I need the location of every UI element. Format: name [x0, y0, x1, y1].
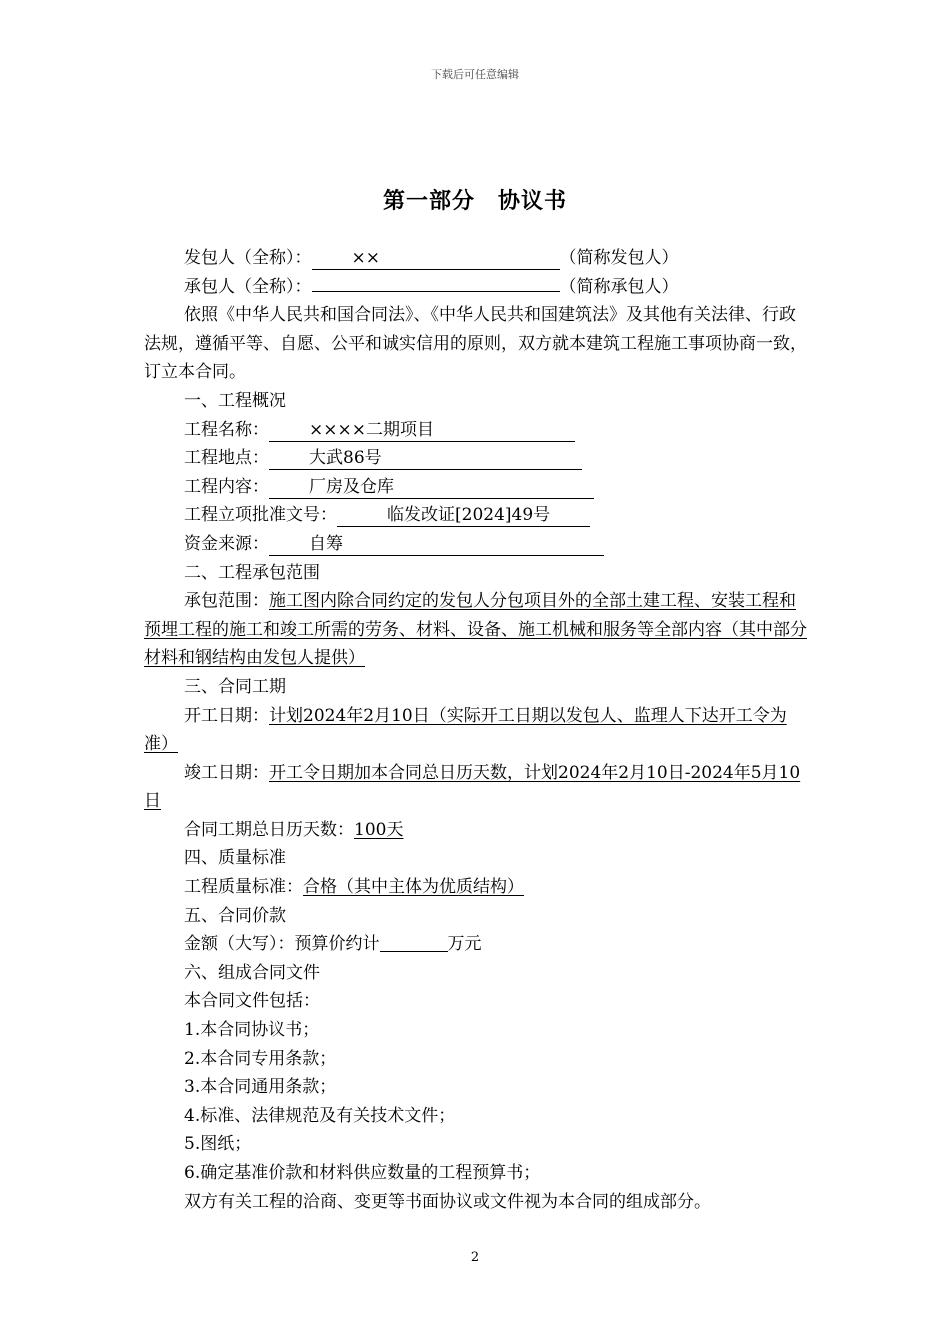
party-a-label: 发包人（全称）： — [184, 248, 312, 268]
start-date-line — [144, 702, 808, 759]
amount-unit: 万元 — [447, 934, 482, 955]
page-title: 第一部分 协议书 — [382, 188, 567, 214]
document-item: 4.标准、法律规范及有关技术文件； — [184, 1105, 456, 1126]
project-name-value: ××××二期项目 — [269, 419, 575, 442]
fund-source-value: 自筹 — [269, 533, 604, 556]
approval-value: 临发改证[2024]49号 — [337, 504, 590, 527]
documents-closing: 双方有关工程的洽商、变更等书面协议或文件视为本合同的组成部分。 — [184, 1191, 711, 1212]
document-item: 1.本合同协议书； — [184, 1020, 320, 1041]
start-date-value: 计划2024年2月10日（实际开工日期以发包人、监理人下达开工令为准） — [144, 705, 787, 755]
quality-label: 工程质量标准： — [184, 877, 303, 898]
party-a-suffix: （简称发包人） — [559, 248, 679, 268]
start-date-label: 开工日期： — [184, 705, 269, 726]
project-content-value: 厂房及仓库 — [269, 476, 594, 499]
party-b-suffix: （简称承包人） — [559, 276, 679, 297]
preamble-paragraph: 依照《中华人民共和国合同法》、《中华人民共和国建筑法》及其他有关法律、行政法规，遵循平等、自愿、公平和诚实信用的原则，双方就本建筑工程施工事项协商一致，订立本合同。 — [144, 305, 807, 383]
party-b-value — [312, 291, 560, 292]
scope-line — [144, 587, 808, 673]
section-6-heading: 六、组成合同文件 — [184, 962, 320, 983]
page-number: 2 — [470, 1250, 480, 1265]
quality-line — [144, 873, 808, 902]
quality-value: 合格（其中主体为优质结构） — [303, 877, 524, 898]
section-2-heading: 二、工程承包范围 — [184, 562, 320, 583]
project-name-label: 工程名称： — [184, 419, 269, 440]
scope-value: 施工图内除合同约定的发包人分包项目外的全部土建工程、安装工程和预埋工程的施工和竣工所需的劳务、材料、设备、施工机械和服务等全部内容（其中部分材料和钢结构由发包人提供） — [144, 591, 807, 669]
section-4-heading: 四、质量标准 — [184, 848, 286, 869]
project-content-line — [144, 473, 808, 502]
fund-source-label: 资金来源： — [184, 533, 269, 554]
approval-line — [144, 501, 808, 530]
section-5-heading: 五、合同价款 — [184, 905, 286, 926]
amount-line — [144, 930, 808, 959]
total-days-value: 100天 — [354, 819, 404, 840]
party-a-line — [144, 244, 808, 273]
project-content-label: 工程内容： — [184, 476, 269, 497]
document-item: 3.本合同通用条款； — [184, 1077, 337, 1098]
document-item: 5.图纸； — [184, 1134, 252, 1155]
end-date-line — [144, 759, 808, 816]
amount-blank — [380, 933, 448, 952]
approval-label: 工程立项批准文号： — [184, 505, 337, 526]
page-header: 下载后可任意编辑 — [431, 68, 519, 81]
document-item: 2.本合同专用条款； — [184, 1048, 337, 1069]
section-3-heading: 三、合同工期 — [184, 676, 286, 697]
fund-source-line — [144, 530, 808, 559]
party-b-label: 承包人（全称）： — [184, 276, 312, 297]
end-date-value: 开工令日期加本合同总日历天数，计划2024年2月10日-2024年5月10日 — [144, 762, 801, 812]
documents-intro: 本合同文件包括： — [184, 991, 320, 1012]
scope-label: 承包范围： — [184, 591, 269, 612]
project-site-line — [144, 444, 808, 473]
project-site-label: 工程地点： — [184, 448, 269, 469]
total-days-line — [144, 816, 808, 845]
end-date-label: 竣工日期： — [184, 762, 269, 783]
document-item: 6.确定基准价款和材料供应数量的工程预算书； — [184, 1163, 541, 1183]
section-1-heading: 一、工程概况 — [184, 390, 286, 411]
total-days-label: 合同工期总日历天数： — [184, 819, 354, 840]
project-name-line — [144, 416, 808, 445]
party-a-value: ×× — [312, 247, 560, 270]
document-body — [144, 244, 808, 1216]
amount-label: 金额（大写）：预算价约计 — [184, 934, 380, 955]
party-b-line — [144, 273, 808, 302]
project-site-value: 大武86号 — [269, 447, 582, 470]
